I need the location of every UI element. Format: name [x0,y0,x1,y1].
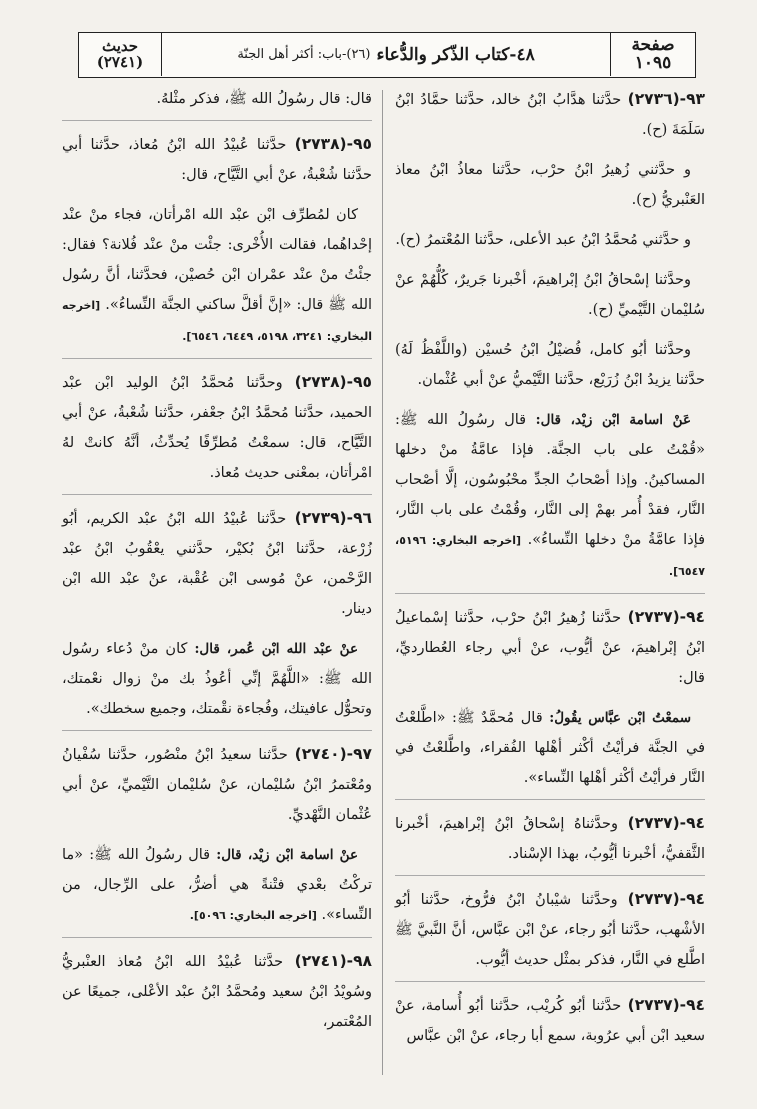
hadith-number: ٩٥-(٢٧٣٨) [294,135,372,153]
hadith-text: حدَّثنا عُبيْدُ الله ابْنُ عبْد الكريم، أبُو زُرْعة، حدَّثنا ابْنُ بُكيْر، حدَّثني يعْقُوبُ ابْنُ عبْد الرَّحْمن، عنْ مُوسى ابْن عُقْبة، عنْ عبْد الله ابْن دينار. [62,511,372,617]
hadith-text: حدَّثنا عُبيْدُ الله ابْنُ مُعاذ العنْبريُّ وسُويْدُ ابْنُ سعيد ومُحمَّدُ ابْنُ عبْد الأعْلى، جميعًا عن المُعْتمر، [62,954,372,1030]
hadith-number: ٩٤-(٢٧٣٧) [627,890,706,908]
hadith-entry [395,265,705,329]
hadith-number: ٩٤-(٢٧٣٧) [627,608,706,626]
hadith-text: حدَّثنا أبُو كُريْب، حدَّثنا أبُو أُسامة، عنْ سعيد ابْن أبي عرُوبة، سمع أبا رجاء، عنْ ابْن عبَّاس [395,998,705,1044]
hadith-entry [395,335,705,399]
hadith-number: ٩٣-(٢٧٣٦) [627,90,706,108]
hadith-entry [62,200,372,359]
hadith-text: و حدَّثني زُهيرُ ابْنُ حرْب، حدَّثنا معاذُ ابْنُ معاذ العَنْبريُّ (ح). [395,162,705,208]
hadith-text: حدَّثنا سعيدُ ابْنُ منْصُور، حدَّثنا سُفْيانُ ومُعْتمرُ ابْنُ سُليْمان، عنْ سُليْمان التَّيْميِّ، عنْ أبي عُثْمان النَّهْديِّ. [62,747,372,823]
chapter-title: (٢٦)-باب: أكثر أهل الجنّة [237,47,371,62]
hadith-text: قال مُحمَّدٌ ﷺ: «اطَّلعْتُ في الجنَّة فرأيْتُ أكْثر أهْلها الفُقراء، واطَّلعْتُ في النَّار فرأيْتُ أكْثر أهْلها النِّساء». [395,710,705,786]
hadith-number: ٩٤-(٢٧٣٧) [627,996,706,1014]
hadith-text: وحدَّثنا أبُو كامل، فُضيْلُ ابْنُ حُسيْن (واللَّفْظُ لَهُ) حدَّثنا يزيدُ ابْنُ زُرَيْع، حدَّثنا التَّيْميُّ عنْ أبي عُثْمان. [395,342,705,388]
page-number: ١٠٩٥ [634,52,672,73]
narrator: عنْ عبْد الله ابْن عُمر، قال: [194,641,359,657]
hadith-number: ٩٤-(٢٧٣٧) [627,814,706,832]
hadith-text: قال: قال رسُولُ الله ﷺ، فذكر مثْلهُ. [156,91,372,107]
page-number-box [610,33,695,76]
hadith-entry [62,739,372,834]
hadith-entry [62,367,372,495]
bukhari-reference: [اخرجه البخاري: ٣٢٤١، ٥١٩٨، ٦٤٤٩، ٦٥٤٦]. [62,299,372,343]
narrator: سمعْتُ ابْن عبَّاس يقُولُ: [549,710,692,726]
header-title [161,33,611,76]
hadith-text: حدَّثنا عُبيْدُ الله ابْنُ مُعاذ، حدَّثنا أبي حدَّثنا شُعْبةُ، عنْ أبي التَّيَّاح، قال: [62,137,372,183]
hadith-entry [395,405,705,594]
hadith-entry [395,84,705,149]
hadith-entry [395,990,705,1055]
hadith-entry [62,503,372,628]
hadith-entry [395,602,705,697]
hadith-number: (٢٧٤١) [96,52,144,71]
hadith-text: حدَّثنا هدَّابُ ابْنُ خالد، حدَّثنا حمَّادُ ابْنُ سَلَمَةَ (ح). [395,92,705,138]
hadith-text: قال رسُولُ الله ﷺ: «قُمْتُ على باب الجنَّة. فإذا عامَّةُ منْ دخلها المساكينُ. وإذا أصْحابُ الجدِّ محْبُوسُون، إلَّا أصْحاب النَّار، فقدْ أُمر بهمْ إلى النَّار، وقُمْتُ على باب النَّار، فإذا عامَّةُ منْ دخلها النِّساءُ». [395,412,706,548]
hadith-number: ٩٦-(٢٧٣٩) [294,509,372,527]
hadith-entry [62,84,372,121]
hadith-entry [395,703,705,800]
column-divider [382,90,383,1075]
hadith-entry [62,946,372,1041]
book-title: ٤٨-كتاب الذّكر والدُّعاء [376,44,535,65]
hadith-entry [62,840,372,938]
hadith-number-box [79,33,162,76]
bukhari-reference: [اخرجه البخاري: ٥١٩٦، ٦٥٤٧]. [395,534,705,578]
hadith-label: حديث [101,36,139,55]
hadith-entry [395,155,705,219]
hadith-text: وحدَّثناهُ إسْحاقُ ابْنُ إبْراهيمَ، أخْبرنا الثَّقفيُّ، أخْبرنا أيُّوبُ، بهذا الإسْناد. [395,816,705,862]
hadith-number: ٩٥-(٢٧٣٨) [294,373,372,391]
hadith-number: ٩٧-(٢٧٤٠) [294,745,373,763]
page-label: صفحة [631,34,675,55]
right-column [395,84,705,1061]
hadith-text: حدَّثنا زُهيرُ ابْنُ حرْب، حدَّثنا إسْماعيلُ ابْنُ إبْراهيمَ، عنْ أيُّوب، عنْ أبي رجاء العُطارديِّ، قال: [395,610,705,686]
hadith-text: وحدَّثنا شيْبانُ ابْنُ فرُّوخ، حدَّثنا أبُو الأشْهب، حدَّثنا أبُو رجاء، عنْ ابْن عبَّاس، أنَّ النَّبيَّ ﷺ اطَّلع في النَّار، فذكر بمثْل حديث أيُّوب. [395,892,705,968]
left-column [62,84,372,1047]
hadith-text: وحدَّثنا إسْحاقُ ابْنُ إبْراهيمَ، أخْبرنا جَريرٌ، كُلُّهُمْ عنْ سُليْمان التَّيْميِّ (ح). [395,272,705,318]
narrator: عَنْ اسامة ابْن زيْد، قال: [535,412,692,428]
hadith-text: كان منْ دُعاء رسُول الله ﷺ: «اللَّهُمَّ إنِّي أعُوذُ بك منْ زوال نعْمتك، وتحوُّل عافيتك، وفُجاءة نقْمتك، وجميع سخطك». [62,641,372,717]
bukhari-reference: [اخرجه البخاري: ٥٠٩٦]. [189,909,317,922]
page-header [78,32,696,78]
hadith-text: قال رسُولُ الله ﷺ: «ما تركْتُ بعْدي فتْنةً هي أضرُّ، على الرِّجال، من النِّساء». [62,847,372,923]
hadith-entry [395,225,705,259]
hadith-text: كان لمُطرِّف ابْن عبْد الله امْرأتان، فجاء منْ عنْد إحْداهُما، فقالت الأُخْرى: جئْت منْ عنْد فُلانة؟ فقال: جئْتُ منْ عنْد عمْران ابْن حُصيْن، فحدَّثنا، أنَّ رسُول الله ﷺ قال: «إنَّ أقلَّ ساكني الجنَّة النِّساءُ». [62,207,373,313]
narrator: عنْ اسامة ابْن زيْد، قال: [216,847,359,863]
hadith-entry [395,884,705,982]
hadith-text: و حدَّثني مُحمَّدُ ابْنُ عبد الأعلى، حدَّثنا المُعْتمرُ (ح). [395,232,691,248]
hadith-text: وحدَّثنا مُحمَّدُ ابْنُ الوليد ابْن عبْد الحميد، حدَّثنا مُحمَّدُ ابْنُ جعْفر، حدَّثنا شُعْبةُ، عنْ أبي التَّيَّاح، قال: سمعْتُ مُطرِّفًا يُحدِّثُ، أنَّهُ كانتْ لهُ امْرأتان، بمعْنى حديث مُعاذ. [62,375,372,481]
hadith-entry [62,634,372,731]
hadith-entry [395,808,705,876]
hadith-entry [62,129,372,194]
hadith-number: ٩٨-(٢٧٤١) [294,952,373,970]
